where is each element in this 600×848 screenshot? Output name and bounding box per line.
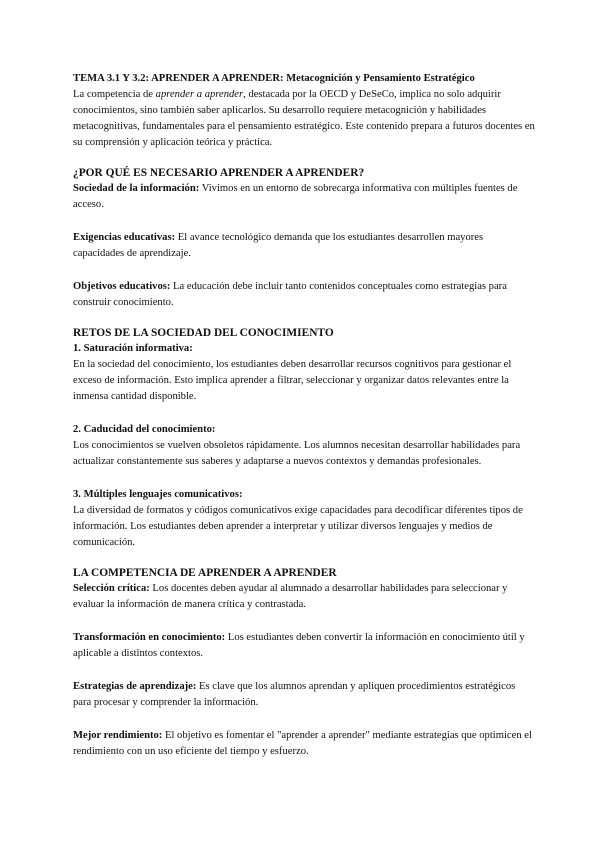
competence-item [73,630,535,662]
why-item [73,181,535,213]
intro-text-start: La competencia de [73,89,156,100]
intro-paragraph [73,87,535,151]
challenge-label: 1. Saturación informativa: [73,343,193,354]
competence-item [73,679,535,711]
competence-item-label: Transformación en conocimiento: [73,632,226,643]
challenge-label: 2. Caducidad del conocimiento: [73,424,216,435]
intro-text-end: , destacada por la OECD y DeSeCo, implica no solo adquirir conocimientos, sino también saber aplicarlos. Su desarrollo requiere metacognición y habilidades metacognitivas, fundamentales para el pensamiento estratégico. Este contenido prepara a futuros docentes en su comprensión y aplicación teórica y práctica. [73,89,535,148]
challenge-text: Los conocimientos se vuelven obsoletos rápidamente. Los alumnos necesitan desarrollar habilidades para actualizar constantemente sus saberes y adaptarse a nuevos contextos y demandas profesionales. [73,440,521,467]
why-item [73,279,535,311]
document-title: TEMA 3.1 Y 3.2: APRENDER A APRENDER: Metacognición y Pensamiento Estratégico [73,73,475,84]
competence-item [73,581,535,613]
competence-item [73,728,535,760]
competence-heading: LA COMPETENCIA DE APRENDER A APRENDER [73,567,337,579]
intro-emphasis: aprender a aprender [155,89,244,100]
why-item-text: El avance tecnológico demanda que los estudiantes desarrollen mayores capacidades de aprendizaje. [73,232,484,259]
competence-item-text: Es clave que los alumnos aprendan y apliquen procedimientos estratégicos para procesar y comprender la información. [73,681,516,708]
why-item [73,230,535,262]
competence-item-label: Estrategias de aprendizaje: [73,681,197,692]
why-item-label: Sociedad de la información: [73,183,200,194]
challenges-heading: RETOS DE LA SOCIEDAD DEL CONOCIMIENTO [73,327,334,339]
challenge-label: 3. Múltiples lenguajes comunicativos: [73,489,243,500]
why-item-label: Objetivos educativos: [73,281,171,292]
challenge-text: La diversidad de formatos y códigos comunicativos exige capacidades para decodificar diferentes tipos de información. Los estudiantes deben aprender a interpretar y utilizar diversos lenguajes y medios de comunicación. [73,505,523,548]
competence-item-text: Los docentes deben ayudar al alumnado a desarrollar habilidades para seleccionar y evaluar la información de manera crítica y contrastada. [73,583,508,610]
document-page [73,71,535,760]
challenge-text: En la sociedad del conocimiento, los estudiantes deben desarrollar recursos cognitivos para gestionar el exceso de información. Esto implica aprender a filtrar, seleccionar y organizar datos relevantes entre la inmensa cantidad disponible. [73,359,512,402]
competence-item-text: El objetivo es fomentar el "aprender a aprender" mediante estrategias que optimicen el rendimiento con un uso eficiente del tiempo y esfuerzo. [73,730,532,757]
why-item-text: Vivimos en un entorno de sobrecarga informativa con múltiples fuentes de acceso. [73,183,518,210]
why-item-text: La educación debe incluir tanto contenidos conceptuales como estrategias para construir conocimiento. [73,281,507,308]
why-item-label: Exigencias educativas: [73,232,176,243]
competence-item-label: Selección crítica: [73,583,150,594]
why-heading: ¿POR QUÉ ES NECESARIO APRENDER A APRENDER? [73,167,365,179]
competence-item-label: Mejor rendimiento: [73,730,163,741]
competence-item-text: Los estudiantes deben convertir la información en conocimiento útil y aplicable a distintos contextos. [73,632,525,659]
